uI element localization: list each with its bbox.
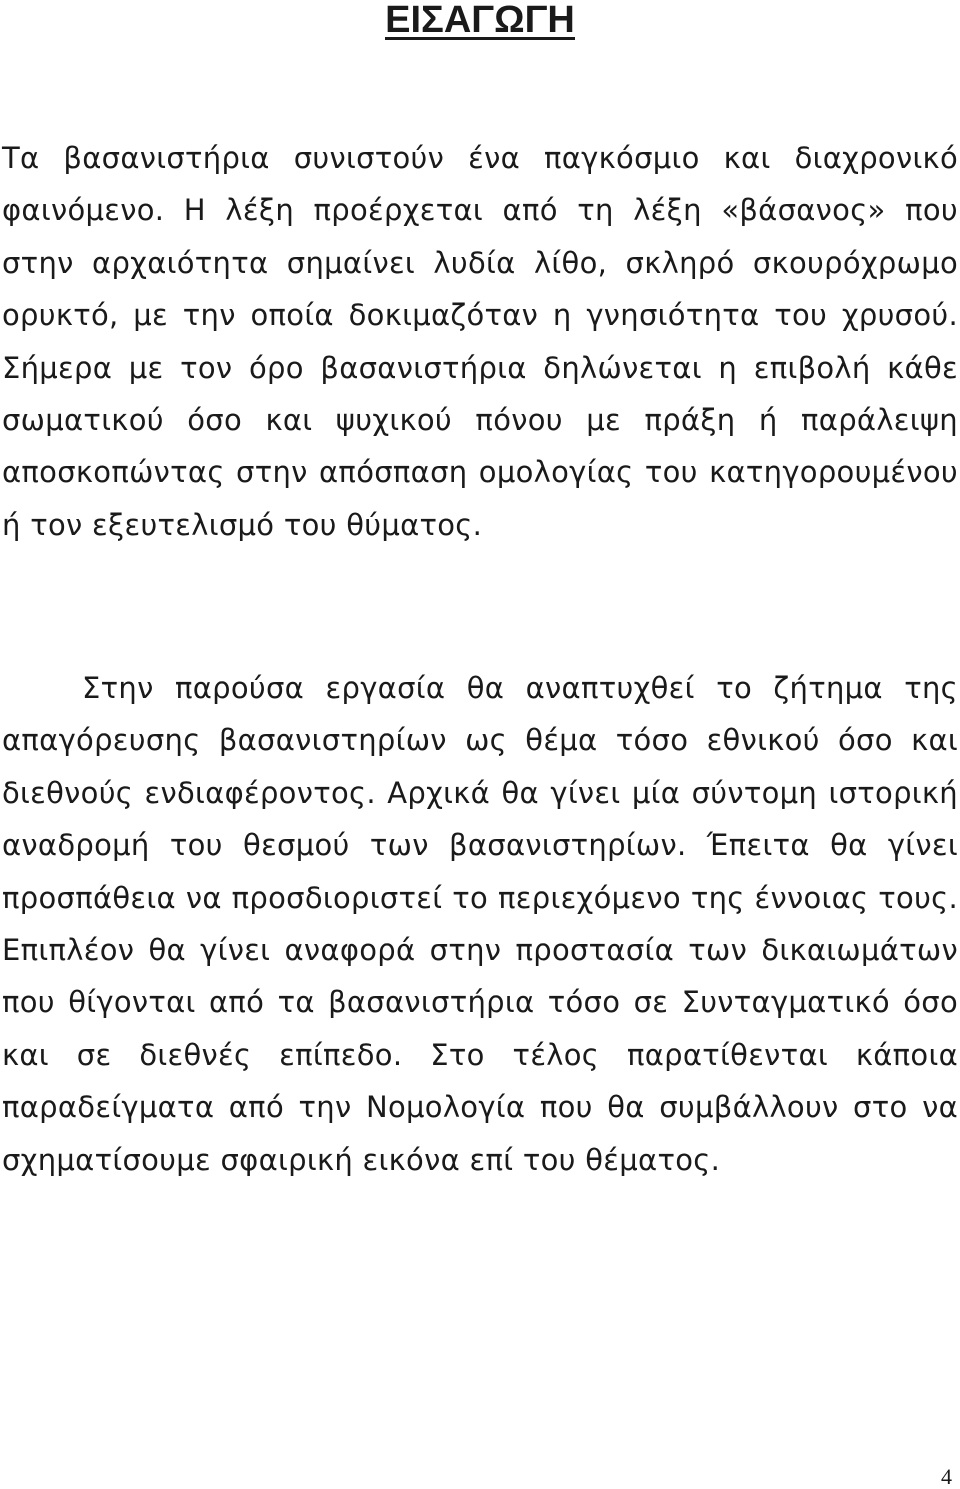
- page-title: [0, 0, 960, 40]
- page-title-text: ΕΙΣΑΓΩΓΗ: [385, 0, 575, 41]
- paragraph-introduction-definition: Τα βασανιστήρια συνιστούν ένα παγκόσμιο και διαχρονικό φαινόμενο. Η λέξη προέρχεται από τη λέξη «βάσανος» που στην αρχαιότητα σημαίνει λυδία λίθο, σκληρό σκουρόχρωμο ορυκτό, με την οποία δοκιμαζόταν η γνησιότητα του χρυσού. Σήμερα με τον όρο βασανιστήρια δηλώνεται η επιβολή κάθε σωματικού όσο και ψυχικού πόνου με πράξη ή παράλειψη αποσκοπώντας στην απόσπαση ομολογίας του κατηγορουμένου ή τον εξευτελισμό του θύματος.: [2, 141, 958, 542]
- paragraph-introduction-outline: Στην παρούσα εργασία θα αναπτυχθεί το ζήτημα της απαγόρευσης βασανιστηρίων ως θέμα τόσο εθνικού όσο και διεθνούς ενδιαφέροντος. Αρχικά θα γίνει μία σύντομη ιστορική αναδρομή του θεσμού των βασανιστηρίων. Έπειτα θα γίνει προσπάθεια να προσδιοριστεί το περιεχόμενο της έννοιας τους. Επιπλέον θα γίνει αναφορά στην προστασία των δικαιωμάτων που θίγονται από τα βασανιστήρια τόσο σε Συνταγματικό όσο και σε διεθνές επίπεδο. Στο τέλος παρατίθενται κάποια παραδείγματα από την Νομολογία που θα συμβάλλουν στο να σχηματίσουμε σφαιρική εικόνα επί του θέματος.: [2, 671, 958, 1177]
- page-number: 4: [941, 1464, 952, 1489]
